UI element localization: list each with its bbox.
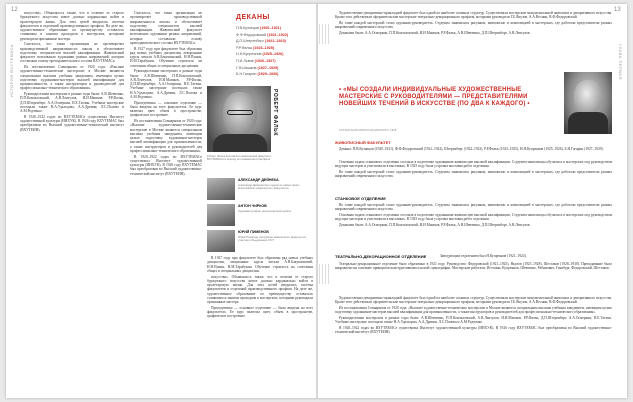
portrait-caption: Александр Дейнека был одним из самых ярких выпускников графического факультета	[238, 183, 300, 191]
portrait-caption: Юрий Пименов, выпускник живописного факультета, участник объединения ОСТ	[238, 235, 307, 243]
pull-quote: • «МЫ СОЗДАЛИ ИНДИВИДУАЛЬНЫЕ ХУДОЖЕСТВЕННЫЕ МАСТЕРСКИЕ С РУКОВОДИТЕЛЯМИ — ПРЕДСТАВИТЕЛЯМИ НОВЕЙШИХ ТЕЧЕНИЙ В ИСКУССТВЕ (ПО ДВА К КАЖДОГО) •	[339, 87, 530, 107]
falk-name-vertical: РОБЕРТ ФАЛЬК	[272, 89, 278, 136]
paragraph: Из постановления Совнаркома от 1920 года: «Высшие художественно-технические мастерские в Москве являются специальным высшим учебным заведением, имеющим целью подготовку художников-мастеров высшей квалификации для промышленности, а также инструкторов и руководителей для профессионально-технического образования».	[20, 65, 124, 91]
theatre-intro-line	[436, 254, 612, 260]
portrait-name: АЛЕКСАНДР ДЕЙНЕКА	[238, 178, 279, 182]
paragraph: Деканы: П.В.Кузнецов (1920–1921), Ф.Ф.Федоровский (1921–1922), Штеренберг (1922–1923), Р.Р.Фальк (1923–1925), Н.Н.Купреянов (1925–1926), Б.Н.Гагарин (1927–1929).	[339, 147, 604, 151]
paragraph: Из постановления Совнаркома от 1920 года: «Высшие художественно-технические мастерские в Москве являются специальным высшим учебным заведением, имеющим целью подготовку художников-мастеров высшей квалификации для промышленности, а также инструкторов и руководителей для профессионально-технического образования».	[130, 119, 202, 153]
theatre-text	[335, 262, 612, 292]
deans-list	[236, 25, 314, 78]
portrait-photo-right	[564, 72, 612, 134]
paragraph: Деканами были: А.А.Осмеркин, П.П.Кончаловский, И.И.Машков, Р.Р.Фальк, А.В.Шевченко, Д.П.Штеренберг, А.В.Лентулов.	[339, 223, 531, 227]
portrait-caption: Художник-график, выпускник мастерских	[238, 209, 292, 213]
falk-portrait-photo	[207, 86, 271, 152]
left-column-3	[207, 256, 313, 394]
dean-item: Б.Н.Гагарин (1929–1930)	[236, 72, 279, 77]
paragraph: Во главе каждой мастерской стоял художник-руководитель. Студенты занимались рисунком, живописью и композицией в мастерских, где работали представители разных направлений современного искусства.	[335, 170, 612, 179]
section-heading-theatre: ТЕАТРАЛЬНО-ДЕКОРАЦИОННОЕ ОТДЕЛЕНИЕ	[335, 254, 427, 259]
gutter-fold	[316, 4, 318, 398]
paragraph: искусства». Объявлялось также, что в отличие от старого буржуазного искусства новое должно кардинально войти в пролетарскую жизнь. Для этих целей вводилась система факультетов и отделений производственного профиля. На деле же, художественное образование по преимуществу оставалось станковым и занятия проходили в мастерских, которыми руководили признанные мастера.	[207, 274, 313, 304]
paragraph: искусства». Объявлялось также, что в отличие от старого буржуазного искусства новое должно кардинально войти в пролетарскую жизнь. Для этих целей вводилась система факультетов и отделений производственного профиля. На деле же, художественное образование по преимуществу оставалось станковым и занятия проходили в мастерских, которыми руководили признанные мастера.	[20, 11, 124, 41]
paragraph: Основная задача станкового отделения состояла в подготовке художников-живописцев высокой квалификации. Студенты-живописцы обучались в мастерских под руководством ведущих мастеров и участвовали в выставках. В 1925 году была устроена выставка работ отделения.	[335, 213, 612, 222]
dean-item: П.В.Кузнецов (1920–1921)	[236, 26, 281, 30]
paragraph: Во главе каждой мастерской стоял художник-руководитель. Студенты занимались рисунком, живописью и композицией в мастерских, где работали представители разных направлений современного искусства.	[335, 21, 612, 30]
portrait-photo	[207, 178, 235, 200]
portrait-photo	[207, 230, 235, 252]
paragraph: Руководителями мастерских в разные годы были: А.В.Шевченко, П.П.Кончаловский, А.В.Лентулов, И.И.Машков, Р.Р.Фальк, Д.П.Штеренберг, А.А.Осмеркин, В.Е.Татлин. Учебные мастерские посещали также Н.А.Удальцова, А.А.Древин, Л.С.Попова и А.М.Родченко.	[20, 92, 124, 113]
left-column-2	[130, 11, 202, 395]
paragraph: Пропедевтика — основное отделение — была введена на всех факультетах. Ее курс включал цвет, объем в пространстве, графическое построение.	[207, 305, 313, 319]
right-top-text	[335, 11, 612, 69]
paragraph: Из постановления Совнаркома от 1920 года: «Высшие художественно-технические мастерские в Москве являются специальным высшим учебным заведением, имеющим целью подготовку художников-мастеров высшей квалификации для промышленности, а также инструкторов и руководителей для профессионально-технического образования».	[335, 306, 612, 315]
right-page-number: 13	[614, 7, 621, 13]
paragraph: Основная задача станкового отделения состояла в подготовке художников-живописцев высокой квалификации. Студенты-живописцы обучались в мастерских под руководством ведущих мастеров и участвовали в выставках. В 1925 году была устроена выставка работ отделения.	[335, 160, 612, 169]
book-spread	[6, 4, 627, 398]
paragraph: В 1927 году при факультете был образован ряд новых учебных дисциплин, лекционные курсы читали А.В.Бакушинский, Н.Н.Пунин, Н.М.Тарабукин. Обучение строилось на сочетании общих и специальных дисциплин.	[130, 46, 202, 68]
paragraph: В 1927 году при факультете был образован ряд новых учебных дисциплин, лекционные курсы читали А.В.Бакушинский, Н.Н.Пунин, Н.М.Тарабукин. Обучение строилось на сочетании общих и специальных дисциплин.	[207, 256, 313, 273]
paragraph: В 1920–1922 годах во ВХУТЕМАСе существовал Институт художественной культуры (ИНХУК). В 1926 году ВХУТЕМАС был преобразован во Высший художественно-технический институт (ВХУТЕИН).	[20, 114, 124, 132]
left-page-number: 12	[11, 7, 18, 13]
paragraph: В 1920–1922 годах во ВХУТЕМАСе существовал Институт художественной культуры (ИНХУК). В 1926 году ВХУТЕМАС был преобразован во Высший художественно-технический институт (ВХУТЕИН).	[335, 326, 612, 335]
paragraph: Считалось, что такая организация не противоречит производственной направленности школы и обеспечивает подготовку специалистов высшей квалификации. Живописный факультет возглавляли художники разных направлений, которые составляли основу преподавательского состава ВХУТЕМАСа.	[130, 11, 202, 45]
portrait-name: АНТОН ЧИРКОВ	[238, 204, 267, 208]
falk-caption: Роберт Фальк возглавлял живописный факультет ВХУТЕМАСа в период его наивысшего расцвета	[207, 154, 272, 162]
dean-item: Г.Ф.Шишков (1927–1929)	[236, 65, 279, 70]
dean-item: Д.П.Штеренберг (1922–1923)	[236, 39, 286, 44]
dean-item: Р.Р.Фальк (1923–1925)	[236, 45, 275, 50]
dean-item: Н.Н.Купреянов (1925–1926)	[236, 52, 284, 57]
paragraph: Во главе каждой мастерской стоял художник-руководитель. Студенты занимались рисунком, живописью и композицией в мастерских, где работали представители разных направлений современного искусства.	[335, 203, 612, 212]
painting-deans-line	[335, 147, 612, 159]
paragraph: Заведующим отделением был Н.Купреянов (1921–1924).	[440, 254, 527, 258]
right-side-label: ГЛАВА ПЕРВАЯ	[618, 44, 623, 80]
paragraph: Театрально-декорационное отделение было образовано в 1921 году. Руководство: Федоровский (1921–1925), Якулов (1925–1928), Шестаков (1928–1930). Преподавание было направлено на освоение принципов конструктивизма и новой сценографии. Мастерские работали: Истомин, Купреянов, Шевченко, Рабинович, Гинзбург, Федоровский, Шестаков.	[335, 262, 612, 271]
paragraph: Пропедевтика — основное отделение — была введена на всех факультетах. Ее курс включал цвет, объем в пространстве, графическое построение.	[130, 100, 202, 118]
decor-stripe	[319, 24, 331, 44]
section-heading-stanko: СТАНКОВОЕ ОТДЕЛЕНИЕ	[335, 196, 386, 201]
quote-caption: СТАТЬЯ АНАТОЛИЯ ЛУНАЧАРСКОГО, 1918	[339, 128, 397, 132]
paragraph: Руководителями мастерских в разные годы были: А.В.Шевченко, П.П.Кончаловский, А.В.Лентулов, И.И.Машков, Р.Р.Фальк, Д.П.Штеренберг, А.А.Осмеркин, В.Е.Татлин. Учебные мастерские посещали также Н.А.Удальцова, А.А.Древин, Л.С.Попова и А.М.Родченко.	[130, 69, 202, 99]
paragraph: Деканами были: А.А.Осмеркин, П.П.Кончаловский, И.И.Машков, Р.Р.Фальк, А.В.Шевченко, Д.П.Штеренберг, А.В.Лентулов.	[339, 31, 531, 35]
dean-item: Ф.Ф.Федоровский (1921–1922)	[236, 32, 289, 37]
paragraph: Художественно-декоративно-прикладной факультет был одной из наиболее сложных структур. Существовали мастерские монументальной живописи и декоративного искусства. Кроме того действовали оформительские мастерские театрально-декорационного профиля, которыми руководили Г.Б.Якулов, А.А.Веснин, В.Ф.Федоровский.	[335, 296, 612, 305]
portrait-name: ЮРИЙ ПИМЕНОВ	[238, 230, 269, 234]
portrait-photo	[207, 204, 235, 226]
right-bottom-text	[335, 296, 612, 394]
paragraph: Считалось, что такая организация не противоречит производственной направленности школы и обеспечивает подготовку специалистов высшей квалификации. Живописный факультет возглавляли художники разных направлений, которые составляли основу преподавательского состава ВХУТЕМАСа.	[20, 42, 124, 64]
dean-item: П.И.Львов (1926–1927)	[236, 58, 276, 63]
deans-heading: ДЕКАНЫ	[236, 14, 270, 21]
left-side-label: ИСТОРИЯ ВХУТЕМАСА	[9, 44, 14, 98]
painting-text	[335, 160, 612, 194]
stanko-text	[335, 203, 612, 251]
paragraph: В 1920–1922 годах во ВХУТЕМАСе существовал Институт художественной культуры (ИНХУК). В 1926 году ВХУТЕМАС был преобразован во Высший художественно-технический институт (ВХУТЕИН).	[130, 154, 202, 176]
paragraph: Руководителями мастерских в разные годы были: А.В.Шевченко, П.П.Кончаловский, А.В.Лентулов, И.И.Машков, Р.Р.Фальк, Д.П.Штеренберг, А.А.Осмеркин, В.Е.Татлин. Учебные мастерские посещали также Н.А.Удальцова, А.А.Древин, Л.С.Попова и А.М.Родченко.	[335, 316, 612, 325]
left-column-1	[20, 11, 124, 395]
paragraph: Художественно-декоративно-прикладной факультет был одной из наиболее сложных структур. Существовали мастерские монументальной живописи и декоративного искусства. Кроме того действовали оформительские мастерские театрально-декорационного профиля, которыми руководили Г.Б.Якулов, А.А.Веснин, В.Ф.Федоровский.	[335, 11, 612, 20]
decor-stripe	[319, 264, 331, 284]
section-heading-painting: ЖИВОПИСНЫЙ ФАКУЛЬТЕТ	[335, 140, 391, 145]
